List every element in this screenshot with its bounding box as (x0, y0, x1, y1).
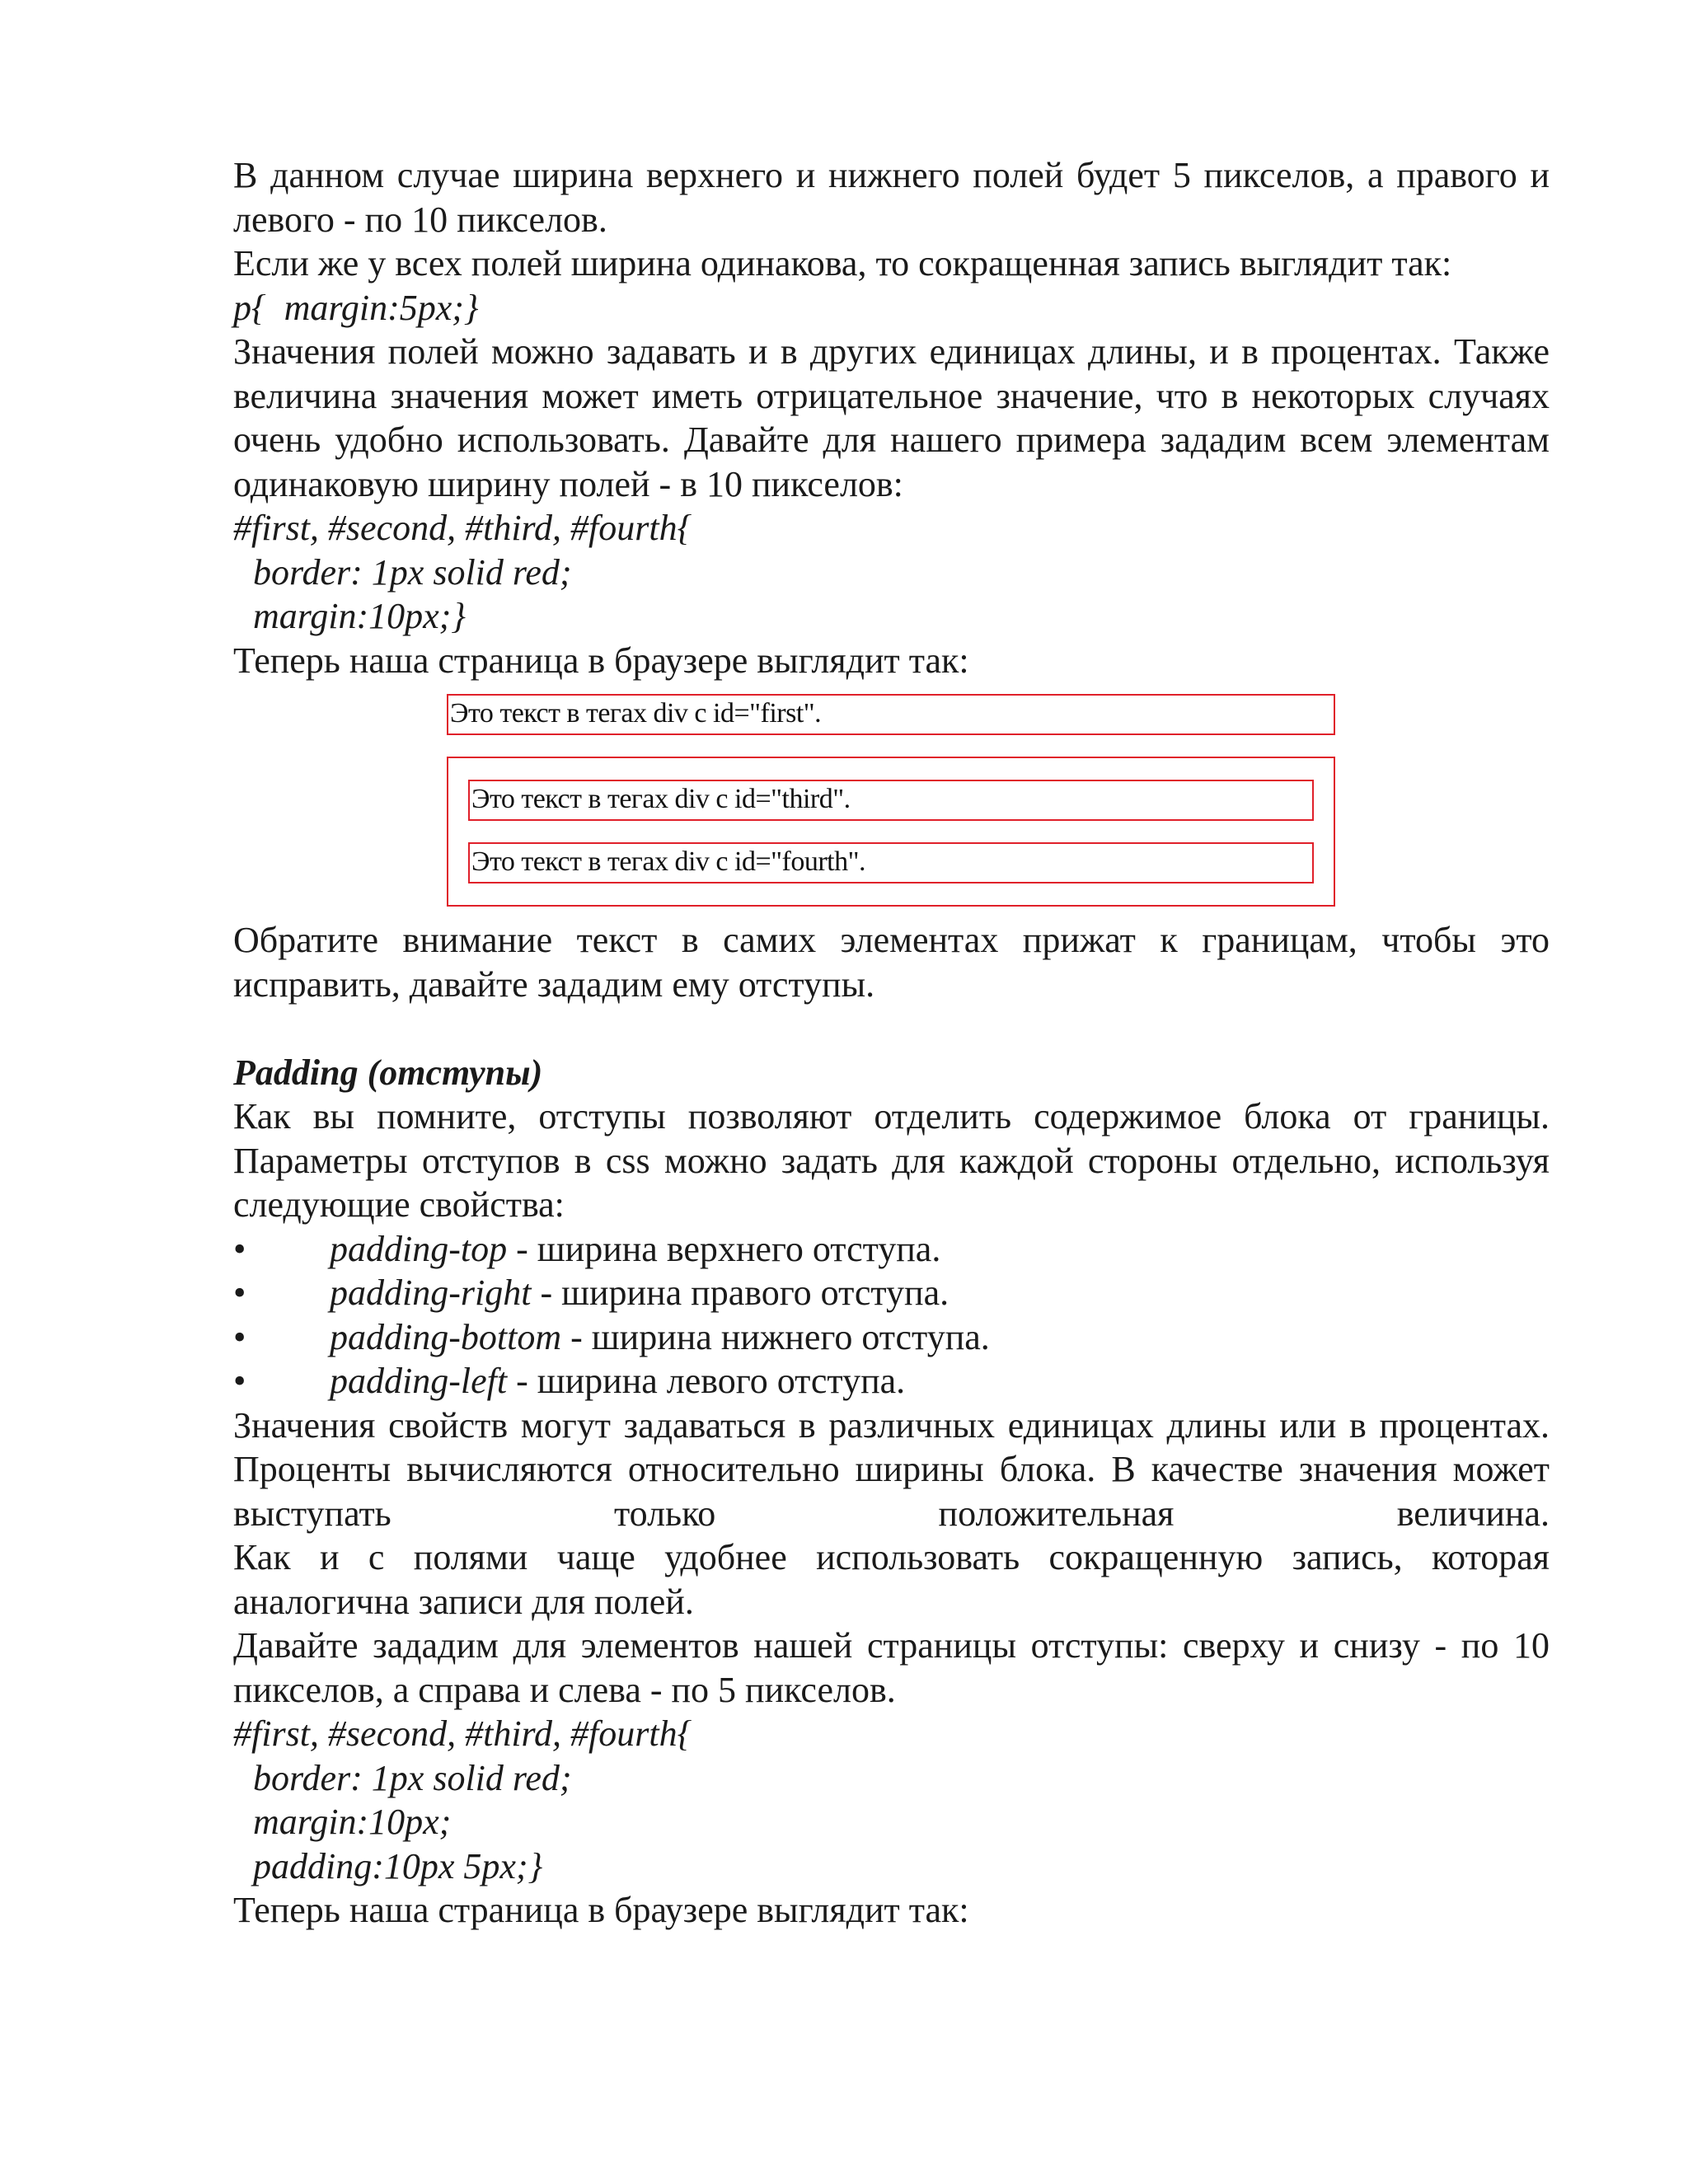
property-name: padding-left (330, 1361, 508, 1401)
bullet-icon: • (233, 1272, 246, 1313)
list-item (233, 1315, 1550, 1360)
code-line: border: 1px solid red; (253, 551, 572, 593)
bullet-icon: • (233, 1316, 246, 1357)
property-description: - ширина правого отступа. (531, 1272, 950, 1313)
browser-demo-figure (447, 694, 1335, 907)
property-name: padding-bottom (330, 1316, 562, 1357)
code-line: margin:10px; (253, 1802, 452, 1842)
code-line: #first, #second, #third, #fourth{ (233, 1713, 692, 1754)
property-description: - ширина нижнего отступа. (561, 1316, 990, 1357)
property-name: padding-right (330, 1272, 532, 1313)
property-description: - ширина левого отступа. (507, 1361, 906, 1401)
paragraph-values-note: Значения свойств могут задаваться в различных единицах длины или в процентах. Проценты вычисляются относительно ширины блока. В качестве значения может выступать только положительная величина. (233, 1404, 1550, 1534)
list-item (233, 1359, 1550, 1404)
paragraph-browser-now-2: Теперь наша страница в браузере выглядит так: (233, 1890, 969, 1930)
section-heading-padding: Padding (отступы) (233, 1052, 543, 1093)
paragraph-attention: Обратите внимание текст в самих элементах прижат к границам, чтобы это исправить, давайте зададим ему отступы. (233, 920, 1550, 1005)
code-line: border: 1px solid red; (253, 1757, 572, 1798)
bullet-icon: • (233, 1361, 246, 1401)
list-item (233, 1227, 1550, 1272)
demo-div-first (447, 694, 1335, 735)
property-description: - ширина верхнего отступа. (507, 1228, 941, 1269)
code-block-margins (233, 506, 1550, 639)
demo-div-first-text: Это текст в тегах div с id="first". (450, 698, 822, 729)
code-line: padding:10px 5px;} (253, 1845, 543, 1886)
demo-div-fourth-text: Это текст в тегах div с id="fourth". (471, 846, 865, 877)
list-item (233, 1271, 1550, 1315)
document-page (233, 153, 1550, 1933)
paragraph-units-note: Значения полей можно задавать и в других единицах длины, и в процентах. Также величина значения может иметь отрицательное значение, что в некоторых случаях очень удобно использовать. Давайте для нашего примера зададим всем элементам одинаковую ширину полей - в 10 пикселов: (233, 331, 1550, 504)
paragraph-browser-now: Теперь наша страница в браузере выглядит так: (233, 640, 969, 681)
paragraph-padding-intro: Как вы помните, отступы позволяют отделить содержимое блока от границы. Параметры отступов в css можно задать для каждой стороны отдельно, используя следующие свойства: (233, 1096, 1550, 1225)
demo-div-second (447, 757, 1335, 907)
code-block-padding (233, 1712, 1550, 1888)
paragraph-margins-intro: В данном случае ширина верхнего и нижнего полей будет 5 пикселов, а правого и левого - по 10 пикселов. (233, 155, 1550, 240)
bullet-icon: • (233, 1228, 246, 1269)
demo-div-third-text: Это текст в тегах div с id="third". (471, 784, 851, 814)
paragraph-set-padding: Давайте зададим для элементов нашей страницы отступы: сверху и снизу - по 10 пикселов, а справа и слева - по 5 пикселов. (233, 1625, 1550, 1710)
code-line: #first, #second, #third, #fourth{ (233, 508, 692, 548)
demo-div-third (468, 780, 1314, 821)
paragraph-shorthand-note: Как и с полями чаще удобнее использовать сокращенную запись, которая аналогична записи для полей. (233, 1537, 1550, 1622)
padding-properties-list (233, 1227, 1550, 1404)
code-margin-short: p{ margin:5px;} (233, 287, 479, 328)
code-line: margin:10px;} (253, 596, 466, 636)
demo-div-fourth (468, 842, 1314, 883)
property-name: padding-top (330, 1228, 508, 1269)
paragraph-same-width: Если же у всех полей ширина одинакова, то сокращенная запись выглядит так: (233, 243, 1452, 284)
